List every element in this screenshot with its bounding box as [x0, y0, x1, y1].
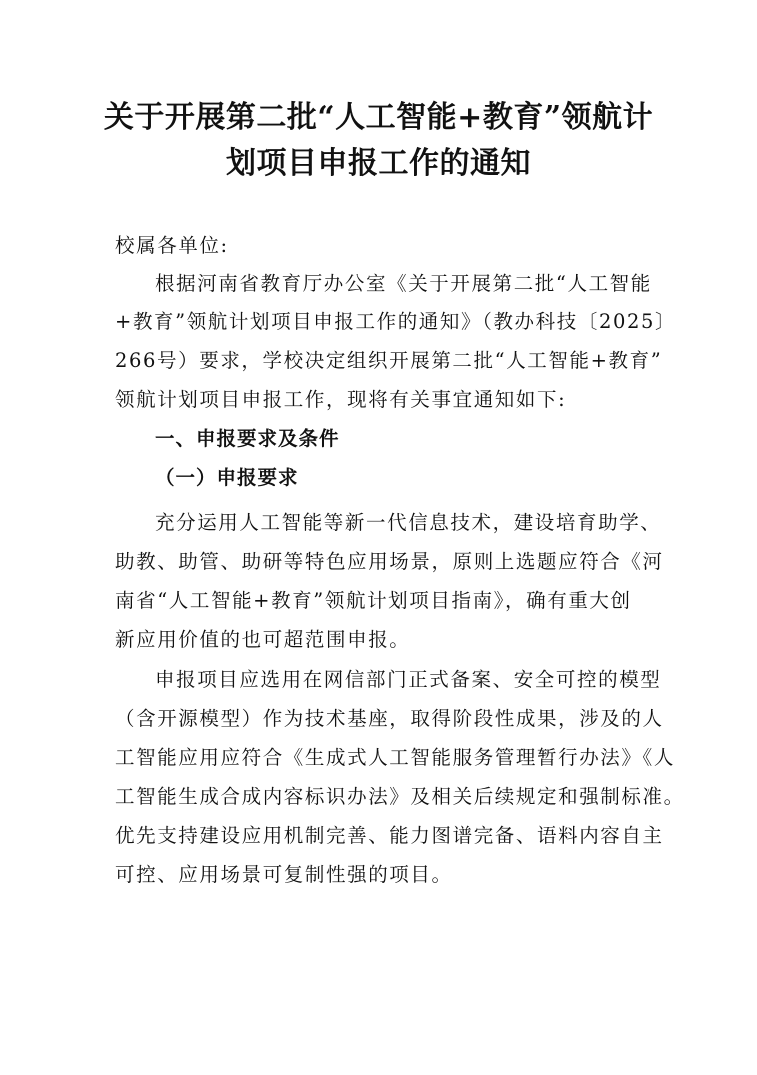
- document-title-line-2: 划项目申报工作的通知: [226, 146, 531, 181]
- document-title-line-1: 关于开展第二批“人工智能+教育”领航计: [103, 100, 654, 135]
- para-1-line-4: 新应用价值的也可超范围申报。: [115, 628, 411, 651]
- para-1-line-3: 南省“人工智能+教育”领航计划项目指南》，确有重大创: [115, 589, 632, 612]
- para-2-line-1: 申报项目应选用在网信部门正式备案、安全可控的模型: [155, 668, 662, 691]
- para-2-line-6: 可控、应用场景可复制性强的项目。: [115, 863, 453, 886]
- intro-line-2: +教育”领航计划项目申报工作的通知》（教办科技〔2025〕: [115, 310, 677, 333]
- para-2-line-4: 工智能生成合成内容标识办法》及相关后续规定和强制标准。: [115, 785, 685, 808]
- intro-line-4: 领航计划项目申报工作，现将有关事宜通知如下:: [115, 388, 567, 411]
- para-2-line-2: （含开源模型）作为技术基座，取得阶段性成果，涉及的人: [115, 707, 664, 730]
- para-2-line-3: 工智能应用应符合《生成式人工智能服务管理暂行办法》《人: [115, 746, 675, 769]
- subsection-heading-1: （一）申报要求: [155, 466, 299, 489]
- intro-line-3: 266号）要求，学校决定组织开展第二批“人工智能+教育”: [115, 349, 663, 372]
- intro-line-1: 根据河南省教育厅办公室《关于开展第二批“人工智能: [155, 272, 652, 295]
- para-2-line-5: 优先支持建设应用机制完善、能力图谱完备、语料内容自主: [115, 824, 664, 847]
- section-heading-1: 一、申报要求及条件: [155, 427, 340, 450]
- para-1-line-1: 充分运用人工智能等新一代信息技术，建设培育助学、: [155, 511, 662, 534]
- para-1-line-2: 助教、助管、助研等特色应用场景，原则上选题应符合《河: [115, 550, 664, 573]
- salutation: 校属各单位:: [115, 234, 229, 257]
